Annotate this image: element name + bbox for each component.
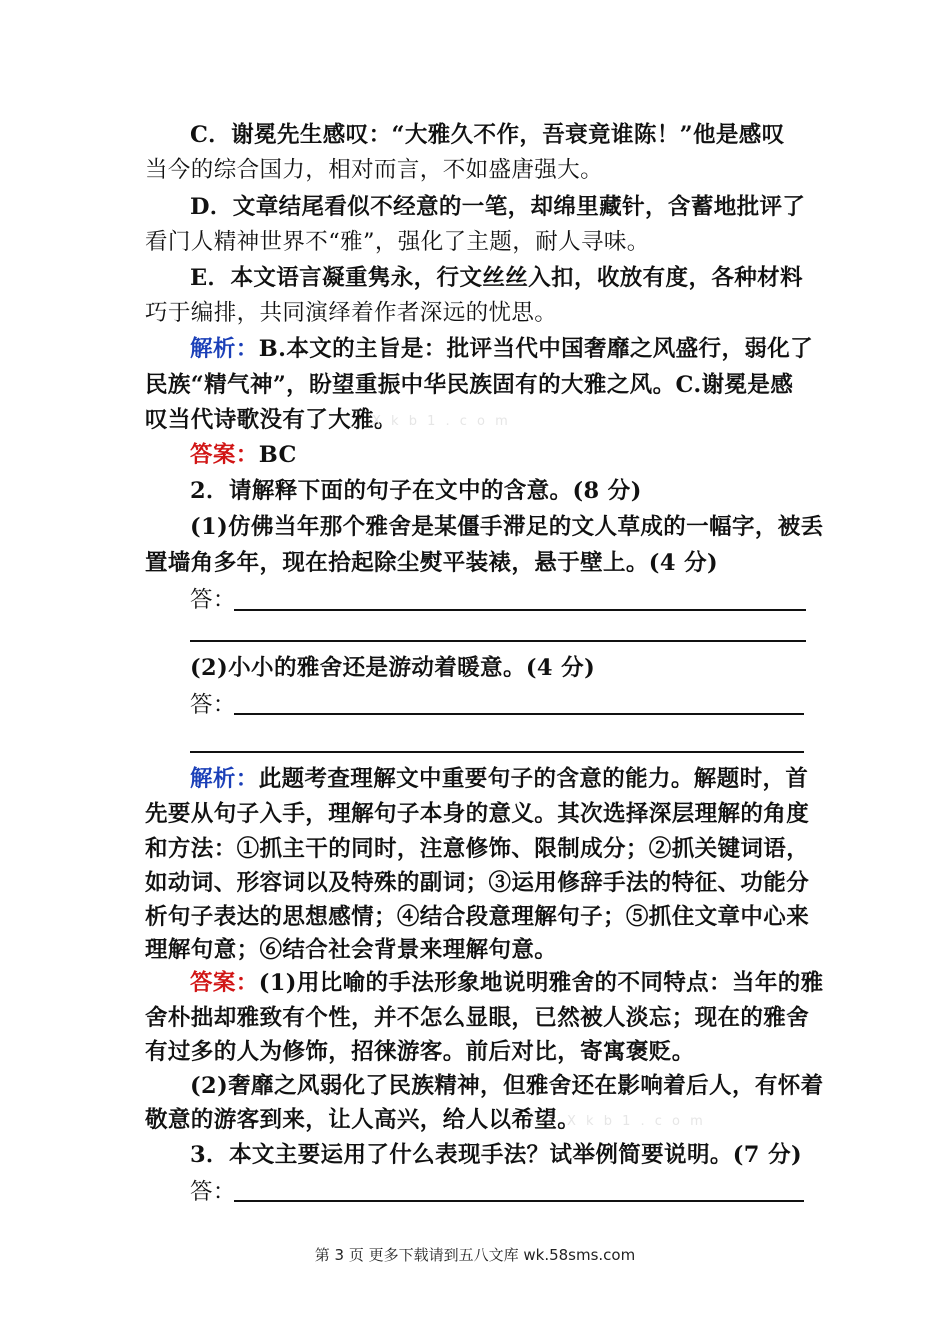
- analysis-2-line-1: 解析：此题考查理解文中重要句子的含意的能力。解题时，首: [190, 766, 809, 792]
- analysis-1-line-2: 民族“精气神”，盼望重振中华民族固有的大雅之风。C.谢冕是感: [145, 372, 794, 398]
- analysis-1-line-3: 叹当代诗歌没有了大雅。: [145, 407, 397, 433]
- analysis-2-line-6: 理解句意；⑥结合社会背景来理解句意。: [145, 937, 558, 963]
- watermark-text: X k b 1 . c o m: [372, 414, 511, 429]
- answer-2-line-1: 答案：(1)用比喻的手法形象地说明雅舍的不同特点：当年的雅: [190, 970, 824, 996]
- question-2-title: 2．请解释下面的句子在文中的含意。(8 分): [190, 478, 642, 504]
- answer-2-line-4: (2)奢靡之风弱化了民族精神，但雅舍还在影响着后人，有怀着: [190, 1073, 824, 1099]
- option-d-line-1: D．文章结尾看似不经意的一笔，却绵里藏针，含蓄地批评了: [190, 194, 806, 220]
- answer-blank-line[interactable]: [190, 640, 806, 642]
- analysis-2-line-5: 析句子表达的思想感情；④结合段意理解句子；⑤抓住文章中心来: [145, 904, 810, 930]
- analysis-2-line-2: 先要从句子入手，理解句子本身的意义。其次选择深层理解的角度: [145, 801, 810, 827]
- answer-1-line: 答案：BC: [190, 442, 297, 468]
- analysis-2-line-4: 如动词、形容词以及特殊的副词；③运用修辞手法的特征、功能分: [145, 870, 810, 896]
- page-footer: 第 3 页 更多下载请到五八文库 wk.58sms.com: [314, 1246, 636, 1264]
- option-e-line-1: E．本文语言凝重隽永，行文丝丝入扣，收放有度，各种材料: [190, 265, 803, 291]
- answer-blank-line[interactable]: [234, 1200, 804, 1202]
- analysis-1-line-1: 解析：B.本文的主旨是：批评当代中国奢靡之风盛行，弱化了: [190, 336, 814, 362]
- question-2-2: (2)小小的雅舍还是游动着暖意。(4 分): [190, 655, 596, 681]
- option-c-line-1: C．谢冕先生感叹：“大雅久不作，吾衰竟谁陈！”他是感叹: [190, 122, 785, 148]
- answer-blank-line[interactable]: [190, 751, 804, 753]
- answer-2-line-3: 有过多的人为修饰，招徕游客。前后对比，寄寓褒贬。: [145, 1039, 695, 1065]
- question-3-title: 3．本文主要运用了什么表现手法？试举例简要说明。(7 分): [190, 1142, 803, 1168]
- answer-2-line-2: 舍朴拙却雅致有个性，并不怎么显眼，已然被人淡忘；现在的雅舍: [145, 1005, 810, 1031]
- analysis-label: 解析：: [190, 766, 259, 792]
- answer-blank-line[interactable]: [234, 609, 806, 611]
- option-e-line-2: 巧于编排，共同演绎着作者深远的忧思。: [145, 300, 558, 326]
- watermark-text: X k b 1 . c o m: [567, 1114, 706, 1129]
- option-c-line-2: 当今的综合国力，相对而言，不如盛唐强大。: [145, 157, 604, 183]
- analysis-label: 解析：: [190, 336, 259, 362]
- option-d-line-2: 看门人精神世界不“雅”，强化了主题，耐人寻味。: [145, 229, 650, 255]
- question-2-1-line-2: 置墙角多年，现在拾起除尘熨平装裱，悬于壁上。(4 分): [145, 550, 719, 576]
- analysis-2-line-3: 和方法：①抓主干的同时，注意修饰、限制成分；②抓关键词语，: [145, 836, 810, 862]
- answer-label: 答案：: [190, 970, 259, 996]
- answer-2-line-5: 敬意的游客到来，让人高兴，给人以希望。: [145, 1107, 581, 1133]
- answer-prompt-2-2: 答：: [190, 692, 236, 718]
- answer-label: 答案：: [190, 442, 259, 468]
- answer-prompt-3: 答：: [190, 1179, 236, 1205]
- answer-blank-line[interactable]: [234, 713, 804, 715]
- answer-prompt-2-1: 答：: [190, 587, 236, 613]
- question-2-1-line-1: (1)仿佛当年那个雅舍是某僵手滞足的文人草成的一幅字，被丢: [190, 514, 824, 540]
